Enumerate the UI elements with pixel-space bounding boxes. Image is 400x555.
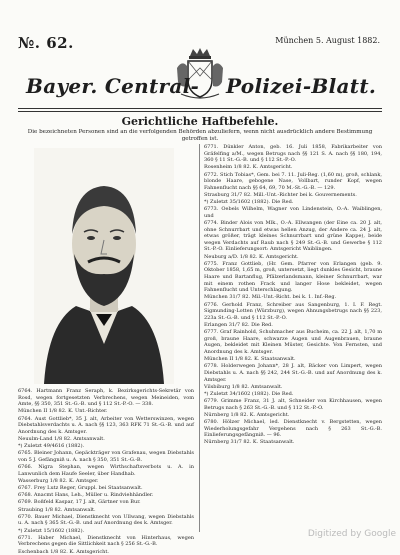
left-column	[18, 388, 194, 555]
notice-entry: 6770. Bauer Michael, Dienstknecht von Ullwang, wegen Diebstahls u. A. nach § 365 St.-G.-B. und auf Anordnung des k. Amtsger.	[18, 513, 194, 527]
notice-entry: 6777. Graf Rainhold, Schuhmacher aus Bucheim, ca. 22 J. alt, 1,70 m groß, braune Haare, schwarze Augen und Augenbrauen, braune Augen, bekleidet mit Kleinen Müster, Gesichte. Von Fernsten, und Anordnung des k. Amtsger.	[204, 329, 382, 355]
notice-entry: 6773. Oebels Wilhelm, Wagner von Lindenstein, O.-A. Waiblingen, und	[204, 206, 382, 219]
notice-entry: 6771. Haber Michael, Dienstknecht von Hinterhaus, wegen Verbrechens gegen die Sittlichkeit nach § 256 St.-G.-B.	[18, 534, 194, 548]
dateline: München 5. August 1882.	[275, 36, 380, 45]
notice-entry: Rosenheim 1/8 82. K. Amtsgericht.	[204, 164, 293, 171]
masthead-rule	[18, 111, 382, 112]
notice-entry: *) Zuletzt 49/4616 (1882).	[18, 443, 85, 450]
masthead-title-right: Polizei-Blatt.	[226, 74, 377, 98]
notice-entry: Eschenbach 1/8 82. K. Amtsgericht.	[18, 548, 109, 555]
notice-entry: *) Zuletzt 15/1602 (1882).	[18, 527, 85, 534]
notice-entry: Nürnberg 31/7 82. K. Staatsanwalt.	[204, 439, 295, 446]
notice-entry: Nürnberg 1/8 82. K. Amtsgericht.	[204, 411, 290, 418]
digitization-watermark: Digitized by Google	[307, 529, 396, 539]
notice-entry: 6778. Holderwegen Johann*, 28 J. alt, Bäcker von Limpert, wegen Diebstahls u. A. nach §§ 242, 244 St.-G.-B. und auf Anordnung des k. Amtsger.	[204, 363, 382, 383]
notice-entry: Neuulm-Land 1/8 82. Amtsanwalt.	[18, 435, 105, 442]
masthead-rule	[18, 108, 382, 109]
notice-entry: 6768. Anacmt Hans, Leh., Müller u. Rindviehhändler.	[18, 492, 154, 499]
notice-entry: *) Zuletzt 34/1602 (1882). Die Red.	[204, 390, 294, 397]
notice-entry: München 31/7 82. Mil.-Unt.-Richt. bei k. 1. Inf.-Reg.	[204, 294, 337, 301]
notice-entry: Straubing 1/8 82. Amtsanwalt.	[18, 506, 96, 513]
right-column	[204, 144, 382, 532]
notice-entry: 6775. Franz Gottlieb, (Hr. Gem. Pfarrer von Erlangen (geb. 9. Oktober 1858, 1,65 m, groß, untersetzt, liegt dunkles Gesicht, braune Haare und Bartanflug, Pfälzerlandsmann, kleiner Schnurrbart, war mit einem rothen Frack und langer Hose bekleidet, wegen Fahnenflucht und Unterschlagung.	[204, 260, 382, 294]
notice-entry: 6779. Grimme Franz, 31 J. alt, Schneider von Kirchhausen, wegen Betrugs nach § 263 St.-G.-B. und § 112 St.-P.-O.	[204, 398, 382, 411]
notice-entry: Neuburg a/D. 1/8 82. K. Amtsgericht.	[204, 253, 299, 260]
wanted-person-portrait	[34, 148, 174, 384]
notice-entry: Erlangen 31/7 82. Die Red.	[204, 321, 273, 328]
masthead-title-left: Bayer. Central-	[26, 74, 200, 98]
notice-entry: 6766. Nigra Stephan, wegen Wirthschaftsverbots u. A. in Lanwunlich dem Haufe Seeler, über Handhab.	[18, 464, 194, 477]
notice-entry: München II 1/8 82. K. Unt.-Richter.	[18, 408, 108, 415]
notice-entry: 6772. Stich Tobias*, Gem. bei 7. 11. Juli-Reg. (1,60 m), groß, schlank, blonde Haare, gebogene Nase, Vollbart, runder Kopf, wegen Fahnenflucht nach §§ 64, 69, 70 M.-St.-G.-B. — 129.	[204, 171, 382, 191]
notice-entry: 6765. Bleiner Johann, Gepäckträger von Grafenau, wegen Diebstahls von 5 J. Gefängniß u. A. nach § 350, 351 St.-G.-B.	[18, 450, 194, 463]
notice-entry: 6776. Gerhold Franz, Schreiber aus Sangenburg, 1. I. F. Regt. Sigmunding-Lotten (Würzburg), wegen Ahnungsbetrugs nach §§ 223, 223a St.-G.-B. und § 112 St.-P.-O.	[204, 301, 382, 321]
notice-entry: 6764. Aust Gottlieb*, 35 J. alt, Arbeiter von Wetterswinzen, wegen Diebstahlsverdachts u. A. nach §§ 123, 363 RFK 71 St.-G.-B. und auf Anordnung des k. Amtsger.	[18, 415, 194, 435]
notice-entry: Strasburg 31/7 82. Mill.-Unt.-Richter bei k. Gouvernements.	[204, 191, 357, 198]
notice-entry: 6767. Frey Lutz Reger, Gruppl. bei Staatsanwalt.	[18, 485, 143, 492]
notice-entry: 6764. Hartmann Franz Seraph, k. Bezirksgerichts-Sekretär von Rosd, wegen fortgesetzten Verbrechens, wegen Meineiden, vom Amte, §§ 350, 351 St.-G.-B. und § 112 St.-P.-O. — 338.	[18, 388, 194, 408]
section-title: Gerichtliche Haftbefehle.	[121, 115, 279, 128]
notice-entry: 6780. Hölzer Michael, led. Dienstknecht v. Bergstetten, wegen Wiederholungsgefahr Vergehens nach § 263 St.-G.-B. Einlieferungsgefängniß. — 96.	[204, 419, 382, 439]
column-divider	[199, 144, 200, 532]
notice-entry: *) Zuletzt 35/1602 (1882). Die Red.	[204, 199, 294, 206]
notice-entry: Vilsbiburg 1/8 82. Amtsanwalt.	[204, 383, 283, 390]
notice-entry: 6774. Binder Alois von Mlk., O.-A. Ellwangen (der Eine ca. 20 J. alt, ohne Schnurrbart und etwas hellen Anzug, der Andere ca. 24 J. alt, etwas größer, trägt kleines Schnurrbart und grüne Kappe), beide wegen Verdachts auf Raub nach § 249 St.-G.-B. und Gewerbe § 112 St.-P.-O. Einlieferungsort: Amtsgericht Waiblingen.	[204, 220, 382, 253]
notice-entry: 6771. Dünkler Anton, geb. 16. Juli 1858, Fabrikarbeiter von Gräfelfing a/M., wegen Betrugs nach §§ 121 S. A. nach §§ 180, 194, 360 § 11 St.-G.-B. und § 112 St.-P.-O.	[204, 144, 382, 164]
notice-entry: Wasserburg 1/8 82. K. Amtsger.	[18, 477, 99, 484]
notice-entry: München II 1/8 82. K. Staatsanwalt.	[204, 356, 296, 363]
issue-number: №. 62.	[18, 34, 74, 52]
section-intro: Die bezeichneten Personen sind an die verfolgenden Behörden abzuliefern, wenn nicht ausdrücklich andere Bestimmung getroffen ist.	[27, 129, 373, 142]
notice-entry: 6769. Boßfeld Kaspar, 17 J. alt, Gärtner von Bur.	[18, 499, 141, 506]
